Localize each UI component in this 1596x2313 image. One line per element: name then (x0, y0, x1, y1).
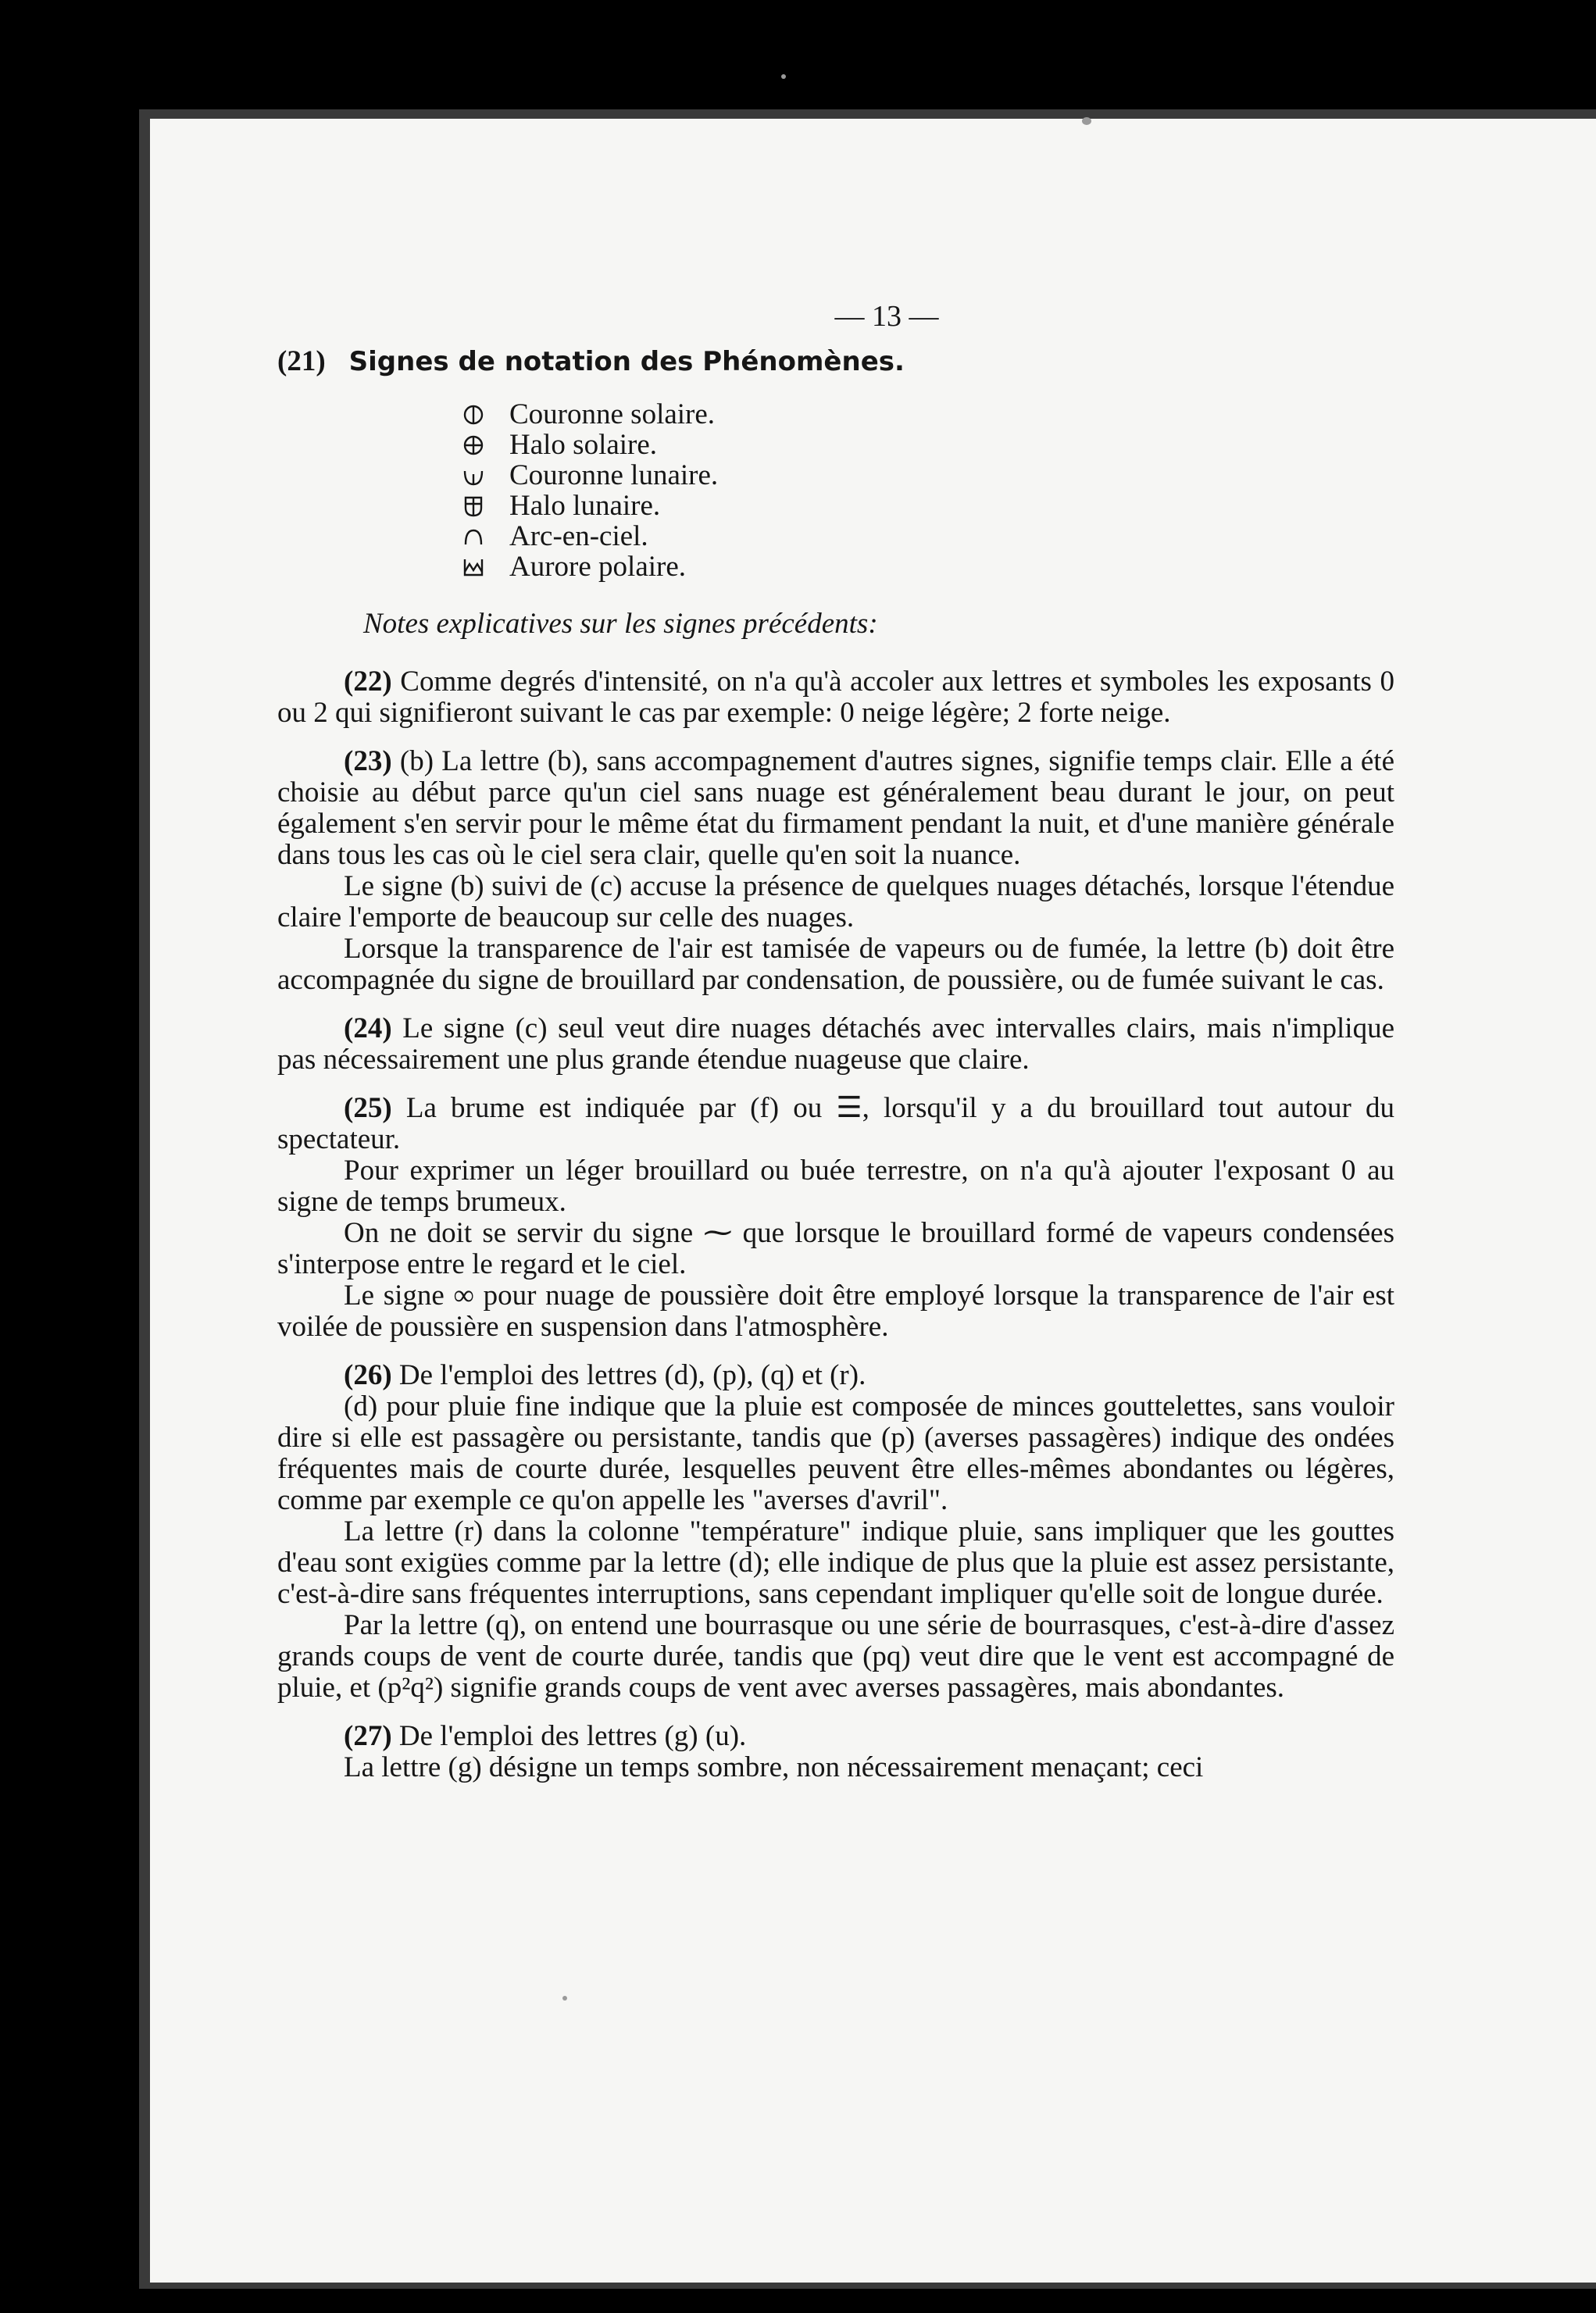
list-item (461, 491, 1394, 521)
rainbow-icon (461, 524, 486, 549)
paragraph-number: (24) (344, 1012, 392, 1044)
section-number: (21) (277, 345, 326, 377)
section-heading (277, 346, 1394, 377)
list-item (461, 430, 1394, 460)
paragraph-26b: (d) pour pluie fine indique que la pluie est composée de minces gouttelettes, sans vouloir dire si elle est passagère ou persistante, tandis que (p) (averses passagères) indique des ondées fréquentes mais de courte durée, lesquelles peuvent être elles-mêmes abondantes ou légères, comme par exemple ce qu'on appelle les "averses d'avril". (277, 1390, 1394, 1516)
paragraph-25d: Le signe ∞ pour nuage de poussière doit être employé lorsque la transparence de l'air est voilée de poussière en suspension dans l'atmosphère. (277, 1280, 1394, 1343)
symbol-label: Aurore polaire. (509, 550, 687, 583)
scan-speck (781, 74, 786, 79)
paragraph-text: De l'emploi des lettres (d), (p), (q) et (r). (391, 1359, 866, 1391)
paragraph-24 (277, 1013, 1394, 1076)
page-content (277, 301, 1394, 1783)
paragraph-26d: Par la lettre (q), on entend une bourrasque ou une série de bourrasques, c'est-à-dire d'assez grands coups de vent de courte durée, tandis que (pq) veut dire que le vent est accompagné de pluie, et (p²q²) signifie grands coups de vent avec averses passagères, mais abondantes. (277, 1609, 1394, 1704)
paragraph-text: Le signe (c) seul veut dire nuages détachés avec intervalles clairs, mais n'implique pas nécessairement une plus grande étendue nuageuse que claire. (277, 1012, 1394, 1076)
paragraph-27 (277, 1721, 1394, 1752)
paragraph-22 (277, 666, 1394, 729)
section-title: Signes de notation des Phénomènes. (348, 346, 905, 377)
symbol-label: Halo lunaire. (509, 489, 661, 522)
solar-halo-icon (461, 433, 486, 458)
paragraph-number: (27) (344, 1720, 392, 1752)
lunar-corona-icon (461, 463, 486, 488)
notes-heading: Notes explicatives sur les signes précédents: (363, 608, 878, 640)
symbol-label: Couronne solaire. (509, 398, 716, 430)
scan-speck (1082, 117, 1091, 125)
paragraph-25c: On ne doit se servir du signe ⁓ que lorsque le brouillard formé de vapeurs condensées s'interpose entre le regard et le ciel. (277, 1217, 1394, 1280)
paragraph-text: La brume est indiquée par (f) ou ☰, lorsqu'il y a du brouillard tout autour du spectateur. (277, 1092, 1394, 1155)
paragraph-25 (277, 1093, 1394, 1155)
list-item (461, 399, 1394, 430)
paragraph-23b: Le signe (b) suivi de (c) accuse la présence de quelques nuages détachés, lorsque l'étendue claire l'emporte de beaucoup sur celle des nuages. (277, 870, 1394, 933)
paragraph-27b: La lettre (g) désigne un temps sombre, non nécessairement menaçant; ceci (344, 1751, 1204, 1783)
paragraph-number: (26) (344, 1359, 392, 1391)
page-number: — 13 — (834, 300, 939, 333)
paragraph-23c: Lorsque la transparence de l'air est tamisée de vapeurs ou de fumée, la lettre (b) doit être accompagnée du signe de brouillard par condensation, de poussière, ou de fumée suivant le cas. (277, 933, 1394, 996)
paragraph-text: Comme degrés d'intensité, on n'a qu'à accoler aux lettres et symboles les exposants 0 ou 2 qui signifieront suivant le cas par exemple: 0 neige légère; 2 forte neige. (277, 666, 1394, 729)
paragraph-number: (22) (344, 666, 392, 698)
symbol-label: Couronne lunaire. (509, 459, 719, 491)
list-item (461, 521, 1394, 551)
symbol-label: Halo solaire. (509, 428, 658, 461)
paragraph-text: (b) La lettre (b), sans accompagnement d'autres signes, signifie temps clair. Elle a été choisie au début parce qu'un ciel sans nuage est généralement beau durant le jour, on peut également s'en servir pour le même état du firmament pendant la nuit, et d'une manière générale dans tous les cas où le ciel sera clair, quelle qu'en soit la nuance. (277, 745, 1394, 871)
symbol-list (461, 399, 1394, 582)
paragraph-text: De l'emploi des lettres (g) (u). (391, 1720, 747, 1752)
aurora-icon (461, 555, 486, 580)
paragraph-23 (277, 746, 1394, 871)
paragraph-number: (23) (344, 745, 392, 777)
paragraph-25b: Pour exprimer un léger brouillard ou buée terrestre, on n'a qu'à ajouter l'exposant 0 au signe de temps brumeux. (277, 1155, 1394, 1218)
list-item (461, 551, 1394, 582)
solar-corona-icon (461, 402, 486, 427)
lunar-halo-icon (461, 494, 486, 519)
paragraph-26c: La lettre (r) dans la colonne "température" indique pluie, sans impliquer que les gouttes d'eau sont exigües comme par la lettre (d); elle indique de plus que la pluie est assez persistante, c'est-à-dire sans fréquentes interruptions, sans cependant impliquer qu'elle soit de longue durée. (277, 1515, 1394, 1610)
scan-speck (562, 1996, 567, 2001)
paragraph-26 (277, 1360, 1394, 1391)
paragraph-number: (25) (344, 1092, 392, 1124)
symbol-label: Arc-en-ciel. (509, 519, 648, 552)
list-item (461, 460, 1394, 491)
